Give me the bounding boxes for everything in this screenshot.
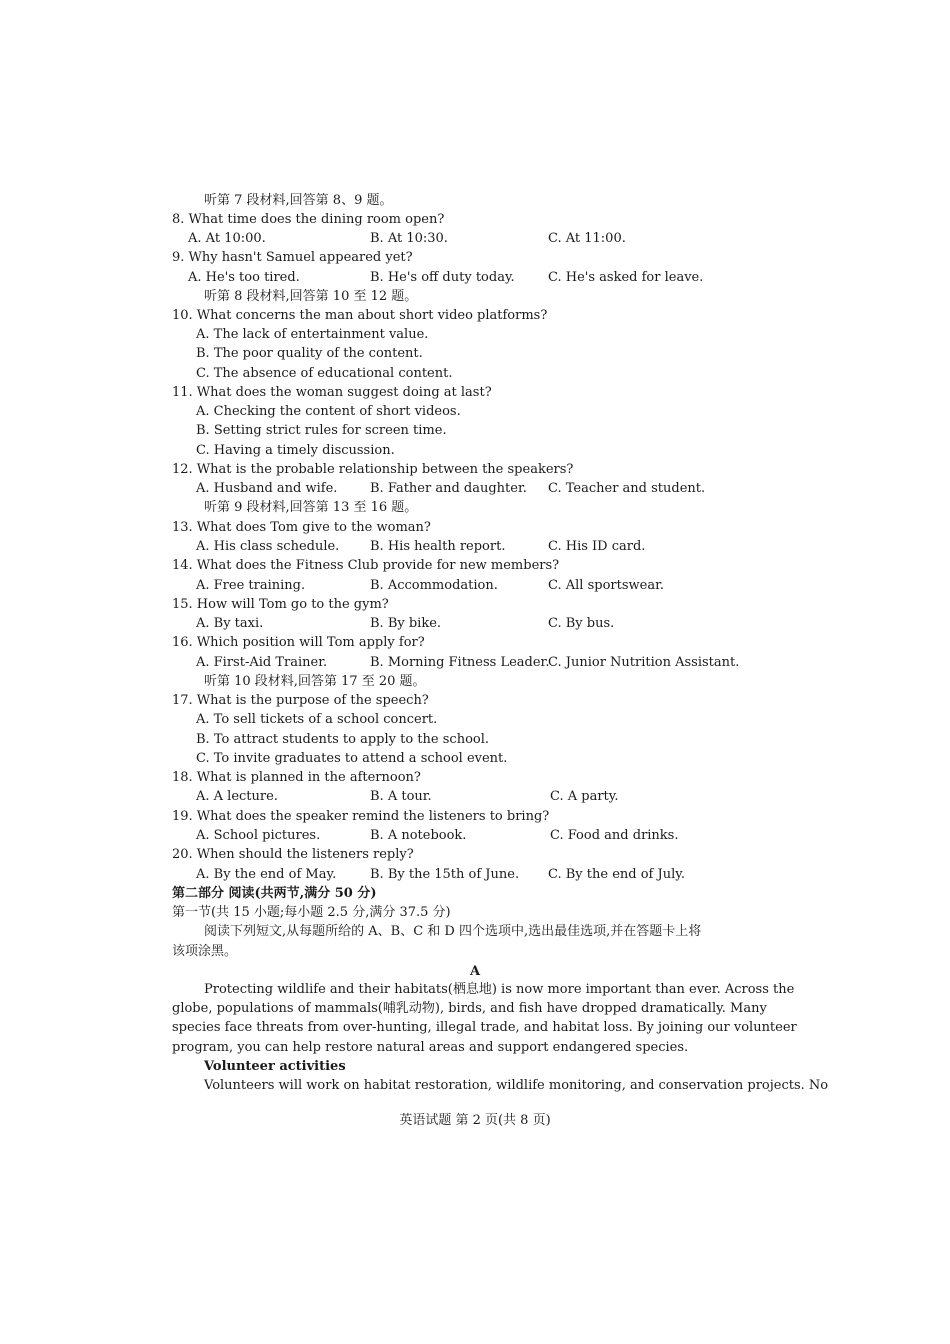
question-8-stem: 8. What time does the dining room open?: [172, 212, 445, 227]
passage-paragraph-1-line-2: globe, populations of mammals(哺乳动物), birds, and fish have dropped dramatically. Many: [172, 1001, 767, 1016]
question-11-option-b: B. Setting strict rules for screen time.: [196, 423, 447, 438]
question-11-option-c: C. Having a timely discussion.: [196, 443, 395, 458]
passage-subheading: Volunteer activities: [204, 1059, 346, 1074]
reading-section-title: 第一节(共 15 小题;每小题 2.5 分,满分 37.5 分): [172, 905, 451, 920]
question-8-option-a: A. At 10:00.: [188, 231, 266, 246]
section-8-heading: 听第 8 段材料,回答第 10 至 12 题。: [204, 289, 418, 304]
question-16-option-a: A. First-Aid Trainer.: [196, 655, 328, 670]
passage-label: A: [469, 964, 481, 979]
question-17-stem: 17. What is the purpose of the speech?: [172, 693, 429, 708]
question-15-option-a: A. By taxi.: [196, 616, 264, 631]
question-19-stem: 19. What does the speaker remind the listeners to bring?: [172, 809, 550, 824]
question-12-option-b: B. Father and daughter.: [370, 481, 527, 496]
question-19-option-c: C. Food and drinks.: [550, 828, 679, 843]
question-15-option-b: B. By bike.: [370, 616, 442, 631]
passage-paragraph-1-line-3: species face threats from over-hunting, illegal trade, and habitat loss. By joining our volunteer: [172, 1020, 797, 1035]
question-8-option-c: C. At 11:00.: [548, 231, 626, 246]
question-10-option-c: C. The absence of educational content.: [196, 366, 453, 381]
question-12-stem: 12. What is the probable relationship between the speakers?: [172, 462, 574, 477]
question-20-option-a: A. By the end of May.: [196, 867, 337, 882]
question-14-stem: 14. What does the Fitness Club provide for new members?: [172, 558, 560, 573]
question-14-option-b: B. Accommodation.: [370, 578, 498, 593]
section-10-heading: 听第 10 段材料,回答第 17 至 20 题。: [204, 674, 426, 689]
question-20-option-b: B. By the 15th of June.: [370, 867, 520, 882]
question-20-stem: 20. When should the listeners reply?: [172, 847, 414, 862]
question-14-option-c: C. All sportswear.: [548, 578, 665, 593]
reading-instructions-line-1: 阅读下列短文,从每题所给的 A、B、C 和 D 四个选项中,选出最佳选项,并在答题卡上将: [204, 924, 702, 939]
question-11-option-a: A. Checking the content of short videos.: [196, 404, 461, 419]
question-18-option-c: C. A party.: [550, 789, 619, 804]
question-20-option-c: C. By the end of July.: [548, 867, 685, 882]
question-10-stem: 10. What concerns the man about short video platforms?: [172, 308, 548, 323]
reading-part-title: 第二部分 阅读(共两节,满分 50 分): [172, 886, 377, 901]
question-9-option-c: C. He's asked for leave.: [548, 270, 704, 285]
section-7-heading: 听第 7 段材料,回答第 8、9 题。: [204, 193, 393, 208]
question-15-stem: 15. How will Tom go to the gym?: [172, 597, 389, 612]
question-9-stem: 9. Why hasn't Samuel appeared yet?: [172, 250, 413, 265]
question-13-option-c: C. His ID card.: [548, 539, 646, 554]
question-18-option-b: B. A tour.: [370, 789, 432, 804]
question-16-option-b: B. Morning Fitness Leader.: [370, 655, 550, 670]
question-12-option-a: A. Husband and wife.: [196, 481, 338, 496]
question-18-option-a: A. A lecture.: [196, 789, 278, 804]
question-17-option-c: C. To invite graduates to attend a school event.: [196, 751, 508, 766]
question-14-option-a: A. Free training.: [196, 578, 306, 593]
question-12-option-c: C. Teacher and student.: [548, 481, 706, 496]
passage-paragraph-1-line-1: Protecting wildlife and their habitats(栖息地) is now more important than ever. Across the: [204, 982, 795, 997]
question-9-option-a: A. He's too tired.: [188, 270, 300, 285]
question-13-option-a: A. His class schedule.: [196, 539, 340, 554]
question-10-option-a: A. The lack of entertainment value.: [196, 327, 429, 342]
question-15-option-c: C. By bus.: [548, 616, 615, 631]
question-11-stem: 11. What does the woman suggest doing at last?: [172, 385, 492, 400]
reading-instructions-line-2: 该项涂黑。: [172, 944, 238, 959]
question-19-option-b: B. A notebook.: [370, 828, 467, 843]
question-9-option-b: B. He's off duty today.: [370, 270, 515, 285]
question-8-option-b: B. At 10:30.: [370, 231, 448, 246]
page-footer: 英语试题 第 2 页(共 8 页): [399, 1113, 551, 1128]
question-13-stem: 13. What does Tom give to the woman?: [172, 520, 431, 535]
question-16-stem: 16. Which position will Tom apply for?: [172, 635, 425, 650]
section-9-heading: 听第 9 段材料,回答第 13 至 16 题。: [204, 500, 418, 515]
question-17-option-a: A. To sell tickets of a school concert.: [196, 712, 438, 727]
question-13-option-b: B. His health report.: [370, 539, 506, 554]
question-18-stem: 18. What is planned in the afternoon?: [172, 770, 421, 785]
question-19-option-a: A. School pictures.: [196, 828, 321, 843]
question-17-option-b: B. To attract students to apply to the school.: [196, 732, 490, 747]
question-16-option-c: C. Junior Nutrition Assistant.: [548, 655, 740, 670]
passage-paragraph-2-line-1: Volunteers will work on habitat restoration, wildlife monitoring, and conservation projects. No: [204, 1078, 829, 1093]
passage-paragraph-1-line-4: program, you can help restore natural areas and support endangered species.: [172, 1040, 689, 1055]
question-10-option-b: B. The poor quality of the content.: [196, 346, 423, 361]
